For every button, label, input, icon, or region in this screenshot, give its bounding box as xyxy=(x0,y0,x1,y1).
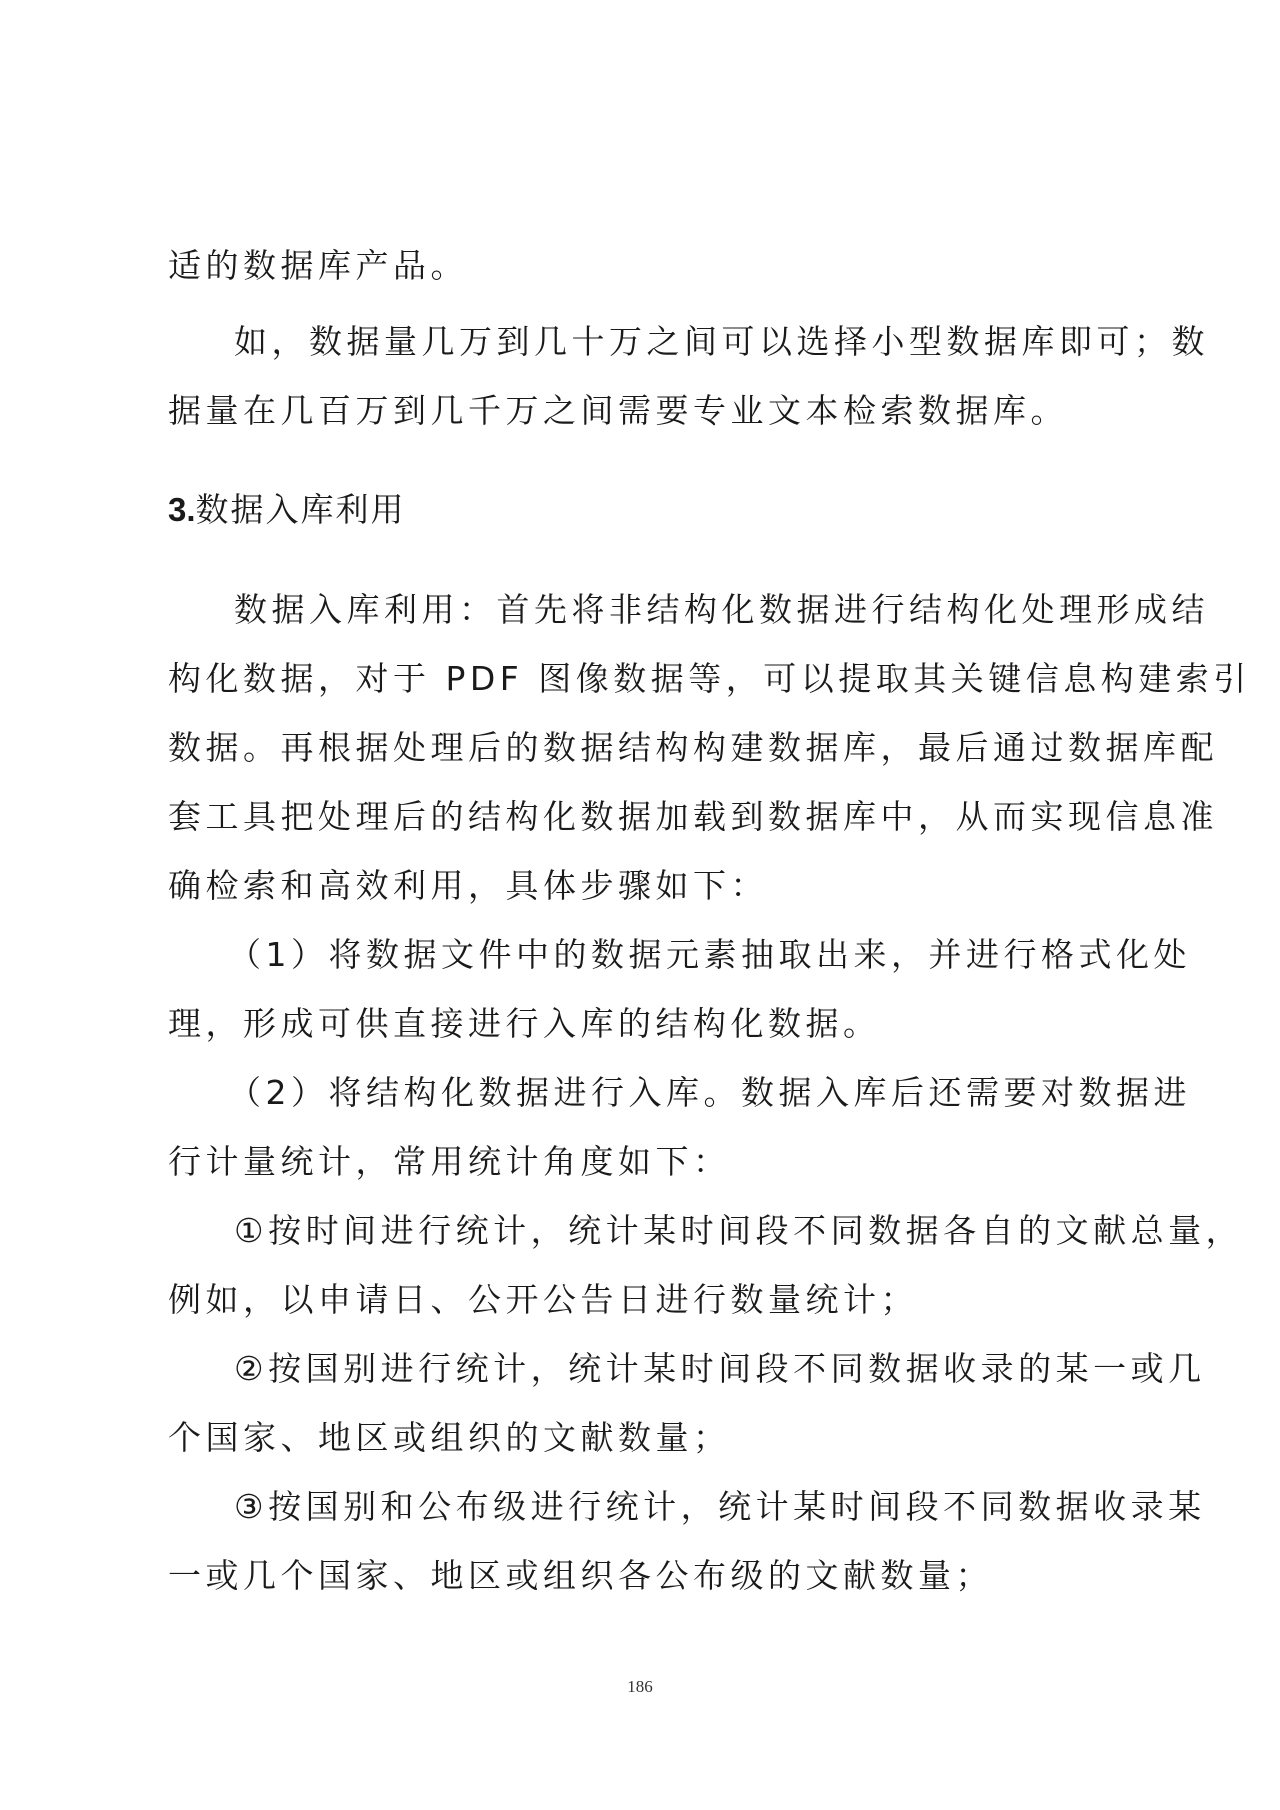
text-line: 构化数据，对于 PDF 图像数据等，可以提取其关键信息构建索引 xyxy=(168,659,1251,698)
text-line: 据量在几百万到几千万之间需要专业文本检索数据库。 xyxy=(168,391,1068,430)
text-line: （1）将数据文件中的数据元素抽取出来，并进行格式化处 xyxy=(228,935,1191,974)
text-line: 行计量统计，常用统计角度如下： xyxy=(168,1142,731,1181)
text-line: ③按国别和公布级进行统计，统计某时间段不同数据收录某 xyxy=(234,1487,1206,1526)
text-line: 如，数据量几万到几十万之间可以选择小型数据库即可；数 xyxy=(234,322,1209,361)
text-line: 确检索和高效利用，具体步骤如下： xyxy=(168,866,768,905)
section-number: 3. xyxy=(168,491,196,528)
text-line: 数据入库利用：首先将非结构化数据进行结构化处理形成结 xyxy=(234,590,1209,629)
text-line: 理，形成可供直接进行入库的结构化数据。 xyxy=(168,1004,881,1043)
text-line: 一或几个国家、地区或组织各公布级的文献数量； xyxy=(168,1556,993,1595)
text-line: 套工具把处理后的结构化数据加载到数据库中，从而实现信息准 xyxy=(168,797,1218,836)
section-heading xyxy=(168,488,406,532)
text-line: ②按国别进行统计，统计某时间段不同数据收录的某一或几 xyxy=(234,1349,1206,1388)
text-line: 数据。再根据处理后的数据结构构建数据库，最后通过数据库配 xyxy=(168,728,1218,767)
section-title: 数据入库利用 xyxy=(195,490,406,529)
text-line: （2）将结构化数据进行入库。数据入库后还需要对数据进 xyxy=(228,1073,1191,1112)
text-line: 个国家、地区或组织的文献数量； xyxy=(168,1418,731,1457)
text-line: 适的数据库产品。 xyxy=(168,246,468,285)
text-line: ①按时间进行统计，统计某时间段不同数据各自的文献总量， xyxy=(234,1211,1244,1250)
text-line: 例如，以申请日、公开公告日进行数量统计； xyxy=(168,1280,918,1319)
page-number: 186 xyxy=(627,1677,653,1696)
